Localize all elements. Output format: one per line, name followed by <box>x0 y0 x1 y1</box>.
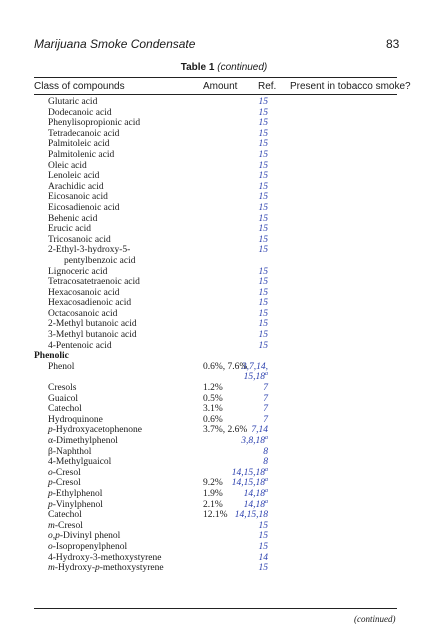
compound-name-prefix: p <box>48 499 53 510</box>
reference-link[interactable] <box>263 447 268 458</box>
table-row <box>0 245 448 256</box>
table-row <box>0 192 448 203</box>
amount-cell: 2.1% <box>203 499 223 510</box>
reference-text: 15 <box>258 213 268 224</box>
compound-name-text: 2-Methyl butanoic acid <box>48 319 137 330</box>
table-row <box>0 277 448 288</box>
compound-name <box>48 129 119 140</box>
table-row <box>0 288 448 299</box>
compound-name <box>48 500 103 511</box>
compound-name-text: Glutaric acid <box>48 97 98 107</box>
table-row <box>0 256 448 267</box>
compound-name <box>48 267 107 278</box>
compound-name <box>48 457 111 468</box>
compound-name-prefix: o <box>48 467 53 478</box>
compound-name-text: -Cresol <box>54 520 83 531</box>
compound-name-text: Hydroquinone <box>48 414 103 425</box>
table-row <box>0 478 448 489</box>
reference-link[interactable] <box>259 521 269 532</box>
compound-name <box>48 521 83 532</box>
reference-link[interactable] <box>259 192 269 203</box>
table-row <box>0 394 448 405</box>
reference-link[interactable] <box>259 542 269 553</box>
reference-text: 15 <box>258 128 268 139</box>
reference-text: 15 <box>258 520 268 531</box>
reference-link[interactable] <box>259 563 269 574</box>
reference-text: 7 <box>263 383 268 394</box>
compound-name-text: Hexacosanoic acid <box>48 287 120 298</box>
compound-name <box>48 468 81 479</box>
compound-name-text: Lignoceric acid <box>48 266 108 277</box>
table-row <box>0 500 448 511</box>
compound-name-text: Phenolic <box>34 351 69 362</box>
reference-link[interactable] <box>232 478 268 489</box>
table-row <box>0 510 448 521</box>
reference-text: 15 <box>258 308 268 319</box>
table-title-label: Table 1 <box>180 62 215 73</box>
reference-footnote-mark: a <box>265 498 268 505</box>
compound-name-text: -Cresol <box>52 467 81 478</box>
compound-name-text: Dodecanoic acid <box>48 107 112 118</box>
compound-name-prefix: p <box>48 478 53 489</box>
compound-name-prefix: m <box>48 563 55 574</box>
reference-link[interactable] <box>259 235 269 246</box>
compound-name-text: 4-Pentenoic acid <box>48 340 112 351</box>
compound-name-text: -Isopropenylphenol <box>52 541 128 552</box>
table-row <box>0 404 448 415</box>
table-row <box>0 267 448 278</box>
compound-name-text: Behenic acid <box>48 213 98 224</box>
table-row <box>0 319 448 330</box>
reference-link[interactable] <box>241 436 268 447</box>
reference-link[interactable] <box>259 224 269 235</box>
table-title-suffix: (continued) <box>217 62 268 73</box>
reference-text: 15 <box>258 202 268 213</box>
compound-name-text: Phenol <box>48 361 75 372</box>
reference-link[interactable] <box>259 309 269 320</box>
reference-footnote-mark: a <box>265 477 268 484</box>
compound-name-infix: p <box>94 563 100 574</box>
reference-text: 15 <box>258 330 268 341</box>
reference-text: 8 <box>263 446 268 457</box>
reference-footnote-mark: a <box>265 466 268 473</box>
reference-text: 15 <box>258 160 268 171</box>
reference-link[interactable] <box>259 118 269 129</box>
table-row <box>0 298 448 309</box>
amount-cell: 1.9% <box>203 488 223 499</box>
compound-name <box>48 192 108 203</box>
compound-name <box>48 415 103 426</box>
table-row <box>0 214 448 225</box>
table-row <box>0 330 448 341</box>
table-row <box>0 108 448 119</box>
table-row <box>0 309 448 320</box>
compound-name <box>48 150 114 161</box>
reference-link[interactable] <box>259 267 269 278</box>
compound-name <box>48 553 161 564</box>
column-header-tobacco: Present in tobacco smoke? <box>290 81 411 92</box>
compound-name <box>48 245 130 256</box>
reference-text: 7 <box>263 404 268 415</box>
table-row <box>0 425 448 436</box>
compound-name-text: -Hydroxy- <box>54 563 95 574</box>
reference-link[interactable] <box>259 553 269 564</box>
reference-footnote-mark: a <box>265 487 268 494</box>
compound-name <box>48 277 140 288</box>
compound-name-text: Eicosadienoic acid <box>48 202 120 213</box>
reference-text: 15 <box>258 266 268 277</box>
reference-text: 15 <box>258 277 268 288</box>
reference-text: 14,18 <box>243 499 265 510</box>
compound-name <box>48 425 142 436</box>
compound-name <box>48 203 119 214</box>
reference-link[interactable] <box>259 129 269 140</box>
table-row <box>0 171 448 182</box>
table-title <box>0 62 448 73</box>
reference-text: 15 <box>258 531 268 542</box>
table-row <box>0 139 448 150</box>
category-label <box>34 351 69 362</box>
reference-link[interactable] <box>259 150 269 161</box>
reference-text: 15 <box>258 287 268 298</box>
compound-name <box>48 139 109 150</box>
compound-name-text: -Divinyl phenol <box>59 531 121 542</box>
table-row <box>0 521 448 532</box>
table-row <box>0 161 448 172</box>
compound-name <box>48 478 81 489</box>
table-row <box>0 203 448 214</box>
compound-name-text: Catechol <box>48 404 82 415</box>
reference-text: 14,15,18 <box>234 510 268 521</box>
reference-text: 7 <box>263 414 268 425</box>
compound-name-text: Lenoleic acid <box>48 171 100 182</box>
table-row <box>0 563 448 574</box>
reference-text: 3,7,14, <box>241 361 268 372</box>
compound-name <box>48 319 137 330</box>
compound-name-text: 4-Hydroxy-3-methoxystyrene <box>48 552 162 563</box>
reference-text: 3,8,18 <box>241 436 265 446</box>
compound-name-text: 4-Methylguaicol <box>48 457 112 468</box>
reference-text: 7,14 <box>251 425 268 436</box>
table-row <box>0 362 448 373</box>
column-header-class: Class of compounds <box>34 81 125 92</box>
compound-name <box>48 447 91 458</box>
table-row <box>0 415 448 426</box>
compound-name <box>48 542 127 553</box>
compound-name-text: Arachidic acid <box>48 181 104 192</box>
reference-link[interactable] <box>259 97 269 108</box>
reference-text: 15 <box>258 541 268 552</box>
reference-text: 15 <box>258 139 268 150</box>
compound-name-prefix: o <box>48 541 53 552</box>
compound-name-text: Octacosanoic acid <box>48 308 118 319</box>
amount-cell: 1.2% <box>203 383 223 394</box>
reference-link[interactable] <box>259 245 269 256</box>
compound-name-text: Phenylisopropionic acid <box>48 118 141 129</box>
compound-name-text: Palmitoleic acid <box>48 139 110 150</box>
reference-text: 8 <box>263 457 268 468</box>
column-header-ref: Ref. <box>258 81 277 92</box>
compound-name <box>48 235 111 246</box>
reference-footnote-mark: a <box>265 371 268 378</box>
compound-name-prefix: p <box>48 488 53 499</box>
reference-link[interactable] <box>259 214 269 225</box>
table-row <box>0 531 448 542</box>
compound-name-text: Hexacosadienoic acid <box>48 298 132 309</box>
compound-name-suffix: -methoxystyrene <box>99 563 164 574</box>
continued-note: (continued) <box>354 614 396 624</box>
reference-text: 14,15,18 <box>231 478 265 489</box>
table-row <box>0 436 448 447</box>
compound-name <box>48 489 102 500</box>
table-row <box>0 457 448 468</box>
reference-link[interactable] <box>263 383 268 394</box>
reference-text: 14,18 <box>243 488 265 499</box>
table-row <box>0 97 448 108</box>
table-row <box>0 341 448 352</box>
compound-name-text: 2-Ethyl-3-hydroxy-5- <box>48 245 131 256</box>
reference-text: 7 <box>263 393 268 404</box>
table-row <box>0 372 448 383</box>
reference-link[interactable] <box>235 510 268 521</box>
reference-text: 15 <box>258 245 268 256</box>
compound-name-text: Tetradecanoic acid <box>48 128 120 139</box>
reference-text: 15 <box>258 340 268 351</box>
reference-text: 15 <box>258 192 268 203</box>
compound-name <box>48 224 91 235</box>
reference-link[interactable] <box>259 182 269 193</box>
reference-link[interactable] <box>263 394 268 405</box>
reference-link[interactable] <box>259 139 269 150</box>
reference-text: 15 <box>258 224 268 235</box>
column-header-amount: Amount <box>203 81 238 92</box>
table-row <box>0 129 448 140</box>
compound-name-text: β-Naphthol <box>48 446 92 457</box>
amount-cell: 0.6%, 7.6% <box>203 361 248 372</box>
table-body <box>0 97 448 574</box>
table-row <box>0 150 448 161</box>
compound-name-text: Oleic acid <box>48 160 87 171</box>
reference-text: 15 <box>258 563 268 574</box>
reference-link[interactable] <box>259 171 269 182</box>
compound-name <box>48 436 118 447</box>
compound-name <box>48 182 104 193</box>
compound-name-text: Tetracosatetraenoic acid <box>48 277 140 288</box>
reference-link[interactable] <box>259 298 269 309</box>
compound-name <box>48 510 82 521</box>
compound-name <box>48 97 97 108</box>
compound-name <box>48 394 78 405</box>
compound-name-text: pentylbenzoic acid <box>64 255 136 266</box>
compound-name-text: Eicosanoic acid <box>48 192 108 203</box>
compound-name-text: -Hydroxyacetophenone <box>52 425 142 436</box>
compound-name-text: Catechol <box>48 510 82 521</box>
reference-text: 15 <box>258 234 268 245</box>
compound-name-text: -Vinylphenol <box>52 499 103 510</box>
compound-name <box>48 404 82 415</box>
table-row <box>0 553 448 564</box>
page-number: 83 <box>386 37 400 51</box>
compound-name-text: Guaicol <box>48 393 79 404</box>
category-row <box>0 351 448 362</box>
compound-name-prefix: o,p <box>48 531 60 542</box>
compound-name <box>48 288 119 299</box>
compound-name <box>48 161 87 172</box>
running-title: Marijuana Smoke Condensate <box>34 37 196 51</box>
table-bottom-rule <box>34 608 397 609</box>
table-top-rule <box>34 77 397 78</box>
table-row <box>0 235 448 246</box>
compound-name <box>48 108 112 119</box>
table-row <box>0 224 448 235</box>
compound-name-text: Cresols <box>48 383 77 394</box>
reference-link[interactable] <box>259 319 269 330</box>
reference-link[interactable] <box>244 372 268 383</box>
compound-name <box>48 531 120 542</box>
compound-name <box>48 118 140 129</box>
compound-name-text: Palmitolenic acid <box>48 149 115 160</box>
reference-link[interactable] <box>259 161 269 172</box>
reference-link[interactable] <box>259 203 269 214</box>
reference-text: 15 <box>258 319 268 330</box>
reference-text: 15 <box>258 118 268 129</box>
table-row <box>0 447 448 458</box>
compound-name-text: -Cresol <box>52 478 81 489</box>
reference-link[interactable] <box>232 468 268 479</box>
reference-text: 15 <box>258 181 268 192</box>
reference-link[interactable] <box>259 277 269 288</box>
reference-text: 15 <box>258 107 268 118</box>
compound-name <box>48 383 77 394</box>
reference-link[interactable] <box>244 500 268 511</box>
table-row <box>0 489 448 500</box>
compound-name-text: Erucic acid <box>48 224 91 235</box>
amount-cell: 0.6% <box>203 414 223 425</box>
table-row <box>0 542 448 553</box>
compound-name-text: 3-Methyl butanoic acid <box>48 330 137 341</box>
reference-link[interactable] <box>259 288 269 299</box>
reference-text: 15 <box>258 298 268 309</box>
table-row <box>0 182 448 193</box>
compound-name <box>48 214 97 225</box>
compound-name <box>48 298 131 309</box>
reference-link[interactable] <box>259 531 269 542</box>
amount-cell: 9.2% <box>203 478 223 489</box>
reference-link[interactable] <box>263 404 268 415</box>
header-bottom-rule <box>34 94 397 95</box>
table-row <box>0 118 448 129</box>
reference-text: 15 <box>258 149 268 160</box>
compound-name-prefix: p <box>48 425 53 436</box>
compound-name <box>48 362 74 373</box>
compound-name <box>48 563 164 574</box>
compound-name-text: -Ethylphenol <box>52 488 103 499</box>
compound-name-prefix: m <box>48 520 55 531</box>
reference-text: 15,18 <box>243 372 265 383</box>
reference-link[interactable] <box>259 108 269 119</box>
reference-link[interactable] <box>263 415 268 426</box>
amount-cell: 3.7%, 2.6% <box>203 425 248 436</box>
amount-cell: 3.1% <box>203 404 223 415</box>
compound-name <box>64 256 135 267</box>
compound-name <box>48 171 99 182</box>
reference-link[interactable] <box>259 330 269 341</box>
amount-cell: 12.1% <box>203 510 228 521</box>
reference-footnote-mark: a <box>265 434 268 441</box>
reference-text: 15 <box>258 171 268 182</box>
compound-name <box>48 309 117 320</box>
amount-cell: 0.5% <box>203 393 223 404</box>
compound-name <box>48 341 112 352</box>
compound-name-text: α-Dimethylphenol <box>48 436 118 446</box>
reference-text: 14 <box>258 552 268 563</box>
reference-text: 15 <box>258 97 268 107</box>
compound-name <box>48 330 137 341</box>
table-row <box>0 468 448 479</box>
reference-link[interactable] <box>259 341 269 352</box>
reference-text: 14,15,18 <box>231 467 265 478</box>
table-row <box>0 383 448 394</box>
compound-name-text: Tricosanoic acid <box>48 234 111 245</box>
